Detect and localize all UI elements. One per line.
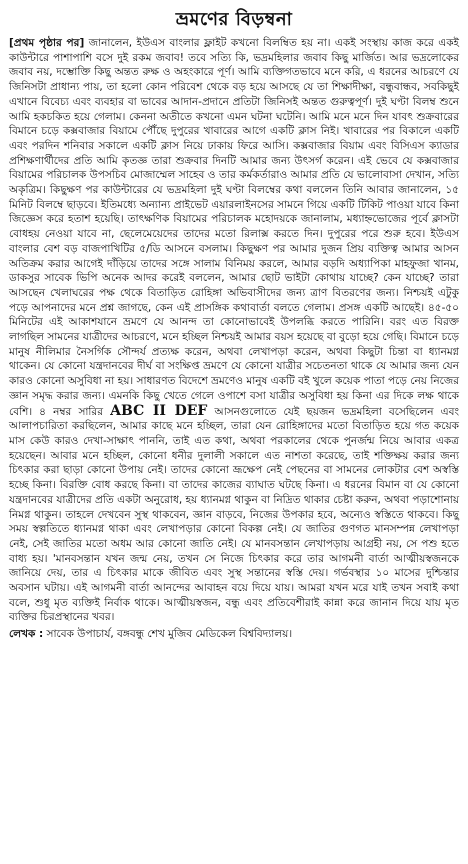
article-paragraph: [9, 36, 459, 625]
paragraph-text: জানালেন, ইউএস বাংলার ফ্লাইট কখনো বিলম্বিত হয় না। একই সংস্থায় কাজ করে একই কাউন্টারে পাশাপাশি বসে দুই রকম জবাব! তবে সত্যি কি, ভদ্রমহিলার জবাব কিছু মার্জিত। আর ভদ্রলোকের জবাব নয়, দম্ভোক্তি কিছু অন্তত রুক্ষ ও অহংকারে পূর্ণ। আমি ব্যক্তিগতভাবে মনে করি, এ ধরনের আচরণে যে জিনিসটা প্রাধান্য পায়, তা হলো কোন পরিবেশ থেকে বড় হয়ে আসছে যে তা শিক্ষাদীক্ষা, বন্ধুবান্ধব, সবকিছুই এখানে বিবেচ্য এবং ব্যবহার বা ভাবের আদান-প্রদানে প্রতিটা জিনিসই অন্তত গুরুত্বপূর্ণ। দুই ঘণ্টা বিলম্ব শুনে আমি হকচকিত হয়ে গেলাম। কেননা অতীতে কখনো এমন ঘটনা ঘটেনি। আমি মনে মনে দিন যাবৎ শুক্রবারের বিমানে চড়ে কক্সবাজার বিয়ামে পৌঁছে দুপুরের খাবারের আগে একটি ক্লাস নিই। খাবারের পর বিকালে একটি এবং পরদিন শনিবার সকালে একটি ক্লাস নিয়ে ঢাকায় ফিরে আসি। কক্সবাজার বিয়াম এবং বিসিএস ক্যাডার প্রশিক্ষণার্থীদের প্রতি আমি কৃতজ্ঞ তারা শুক্রবার দিনটি আমার জন্য উৎসর্গ করেন। এই ভেবে যে কক্সবাজার বিয়ামের পরিচালক উপসচিব মোজাম্মেল সাহেব ও তার কর্মকর্তারাও আমার প্রতি যে ভালোবাসা দেখান, সত্যি অকৃত্রিম। কিছুক্ষণ পর কাউন্টারের যে ভদ্রমহিলা দুই ঘণ্টা বিলম্বের কথা বললেন তিনি আবার জানালেন, ১৫ মিনিট বিলম্বে ছাড়বে। ইতিমধ্যে অন্যান্য প্রাইভেট এয়ারলাইনসের সামনে গিয়ে একটি টিকিট পাওয়া যাবে কিনা জিজ্ঞেস করে হতাশ হয়েছি। তাৎক্ষণিক বিয়ামের পরিচালক মহোদয়কে জানালাম, মধ্যাহ্নভোজের পূর্বে ক্লাসটা বোধহয় নেওয়া যাবে না, ছেলেমেয়েদের তাদের মতো রিলাক্স করতে দিন। দুপুরের পরে শুরু হবে। ইউএস বাংলার বেশ বড় বাজপাখিটির ৫/ডি আসনে বসলাম। কিছুক্ষণ পর আমার দুজন প্রিয় ব্যক্তিত্ব আমার আসন অতিক্রম করার আগেই দাঁড়িয়ে তাদের সঙ্গে সালাম বিনিময় করলে, আমার বড়দি অধ্যাপিকা মাহফুজা খানম, ডাকসুর সাবেক ভিপি অনেক আদর করেই বললেন, আমার ছোট ভাইটা কোথায় যাচ্ছে? কেন যাচ্ছে? তারা আসছেন খেলাঘরের পক্ষ থেকে বিতাড়িত রোহিঙ্গা অভিবাসীদের জন্য ত্রাণ বিতরণের জন্য। নিশ্চয়ই এটুকু পড়ে আপনাদের মনে প্রশ্ন জাগছে, কেন এই প্রাসঙ্গিক কথাবার্তা বলতে গেলাম। প্রসঙ্গ একটি আছেই। ৪৫-৫০ মিনিটের এই আকাশযানে ভ্রমণে যে আনন্দ তা কোনোভাবেই উপলব্ধি করতে পারিনি। বরং এত বিরক্ত লাগছিল সামনের যাত্রীদের আচরণে, মনে হচ্ছিল নিশ্চয়ই আমার বয়স হয়েছে বা বুড়ো হয়ে গেছি। বিমানে চড়ে মানুষ নীলিমার নৈসর্গিক সৌন্দর্য প্রত্যক্ষ করেন, অথবা লেখাপড়া করেন, অথবা কিছুটা চিন্তা বা ধ্যানমগ্ন থাকেন। যে কোনো যন্ত্রদানবের দীর্ঘ বা সংক্ষিপ্ত ভ্রমণে যে কোনো যাত্রীর সচেতনতা থাকে যে আমার জন্য যেন কারও কোনো অসুবিধা না হয়। সাধারণত বিদেশে ভ্রমণেও মানুষ একটি বই খুলে কয়েক পাতা পড়ে নেয় নিজের জ্ঞান সমৃদ্ধ করার জন্য। এমনকি কিছু খেতে গেলে ওপাশে বসা যাত্রীর অসুবিধা হয় কিনা এর দিকে লক্ষ থাকে বেশি। ৪ নম্বর সারির: [9, 37, 460, 418]
seat-row-code: ABC II DEF: [110, 402, 208, 419]
paragraph-text-continued: আসনগুলোতে যেই ছয়জন ভদ্রমহিলা বসেছিলেন এবং আলাপচারিতা করছিলেন, আমার কাছে মনে হচ্ছিল, তারা যেন রোহিঙ্গাদের মতো বিতাড়িত হয়ে গত কয়েক মাস কেউ কারও দেখা-সাক্ষাৎ পাননি, তাই এত কথা, অথবা পরকালের থেকে পুনর্জন্ম নিয়ে আবার একত্র হয়েছেন। আবার মনে হচ্ছিল, কোনো ধনীর দুলালী সকালে এত নাশতা করেছে, তাই শক্তিক্ষয় করার জন্য চিৎকার করা ছাড়া কোনো উপায় নেই। তাদের কোনো ভ্রূক্ষেপ নেই পেছনের বা সামনের লোকটার বেশ অস্বস্তি হচ্ছে কিনা। বিরক্তি বোধ করছে কিনা। বা তাদের কাজের ব্যাঘাত ঘটছে কিনা। এ ধরনের বিমান বা যে কোনো যন্ত্রদানবের যাত্রীদের প্রতি একটা অনুরোধ, হয় ধ্যানমগ্ন থাকুন বা নিদ্রিত থাকার চেষ্টা করুন, অথবা পড়াশোনায় নিমগ্ন থাকুন। তাহলে দেখবেন সুস্থ থাকবেন, জ্ঞান বাড়বে, নিজের উপকার হবে, অন্যেও স্বস্তিতে থাকবে। কিছু সময় স্বল্পতিতে ধ্যানমগ্ন থাকা এবং লেখাপড়ার কোনো বিকল্প নেই। যে জাতির গুণগত মানসম্পন্ন লেখাপড়া নেই, সেই জাতির মতো অধম আর কোনো জাতি নেই। যে মানবসন্তান লেখাপড়ায় আগ্রহী নয়, সে পশু হতে বাধ্য হয়। 'মানবসন্তান যখন জন্ম নেয়, তখন সে নিজে চিৎকার করে তার আগমনী বার্তা আত্মীয়স্বজনকে জানিয়ে দেয়, তার এ চিৎকার মাকে জীবিত এবং সুস্থ সন্তানের স্বস্তি দেয়। গর্ভবস্থার ১০ মাসের দুশ্চিন্তার অবসান ঘটায়। এই আগমনী বার্তা আনন্দের আবাহন বয়ে দিয়ে যায়। আমরা যখন মরে যাই তখন সবাই কথা বলে, শুধু মৃত ব্যক্তিই নির্বাক থাকে। আত্মীয়স্বজন, বন্ধু এবং প্রতিবেশীরাই কান্না করে জানান দিয়ে যায় মৃত ব্যক্তির চিরপ্রস্থানের খবর।: [9, 405, 460, 624]
article-headline: ভ্রমণের বিড়ম্বনা: [175, 9, 293, 30]
author-byline: [9, 627, 459, 641]
author-label: লেখক :: [9, 628, 44, 641]
author-bio: সাবেক উপাচার্য, বঙ্গবন্ধু শেখ মুজিব মেডিকেল বিশ্ববিদ্যালয়।: [46, 628, 293, 641]
article-body: [9, 36, 459, 625]
continuation-label: [প্রথম পৃষ্ঠার পর]: [9, 37, 85, 49]
